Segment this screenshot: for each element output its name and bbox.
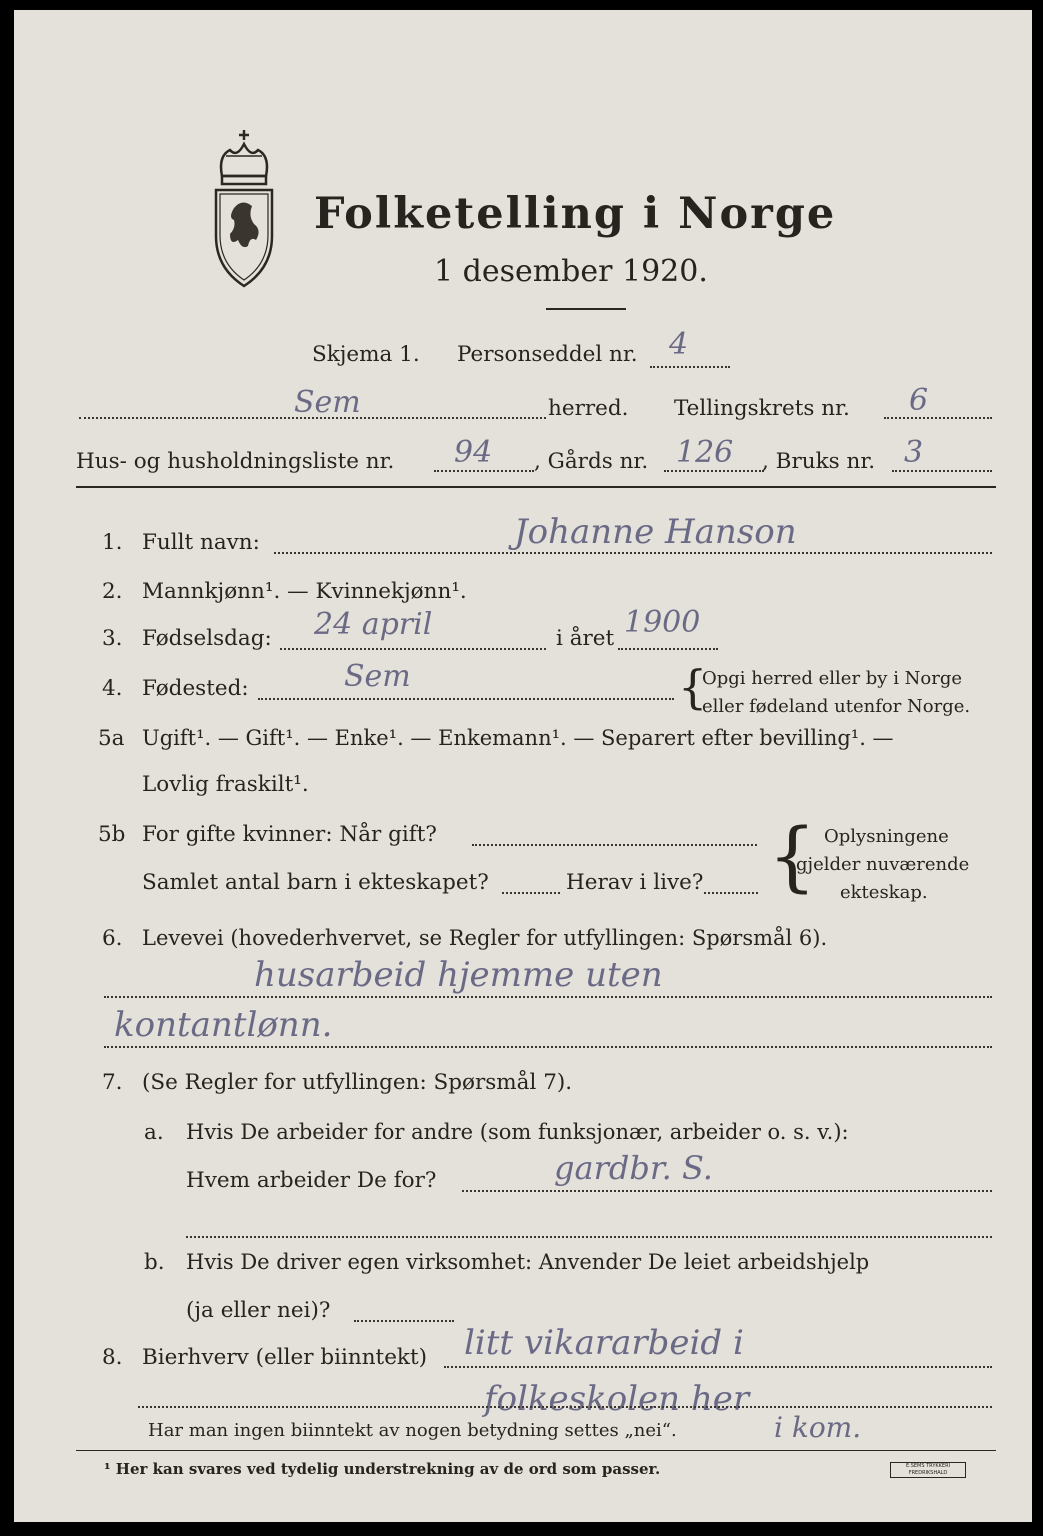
- q4-note-line1: Opgi herred eller by i Norge: [702, 668, 963, 689]
- q4-label: Fødested:: [142, 676, 249, 701]
- q4-note-line2: eller fødeland utenfor Norge.: [702, 696, 971, 717]
- q6-label: Levevei (hovederhvervet, se Regler for utfyllingen: Spørsmål 6).: [142, 926, 828, 950]
- q5a-label: Ugift¹. — Gift¹. — Enke¹. — Enkemann¹. — Separert efter bevilling¹. —: [142, 726, 894, 750]
- title-divider: [546, 308, 626, 310]
- herred-label: herred.: [548, 396, 629, 421]
- q4-brace: {: [678, 660, 708, 714]
- q5b-number: 5b: [98, 822, 126, 847]
- q3-year-value: 1900: [624, 605, 701, 640]
- q2-label: Mannkjønn¹. — Kvinnekjønn¹.: [142, 579, 467, 604]
- q8-label: Bierhverv (eller biinntekt): [142, 1345, 427, 1370]
- q7-number: 7.: [102, 1070, 123, 1095]
- gards-value: 126: [676, 435, 734, 470]
- q7a-label-line2: Hvem arbeider De for?: [186, 1168, 437, 1193]
- q6-value-line2: kontantlønn.: [114, 1005, 333, 1045]
- gards-label: , Gårds nr.: [534, 449, 649, 474]
- q5b-label-children: Samlet antal barn i ekteskapet?: [142, 870, 489, 895]
- q8-value-line1: litt vikararbeid i: [464, 1323, 744, 1363]
- q7b-label: Hvis De driver egen virksomhet: Anvender De leiet arbeidshjelp: [186, 1250, 870, 1274]
- q7a-value: gardbr. S.: [554, 1149, 713, 1187]
- q1-value: Johanne Hanson: [514, 512, 797, 552]
- tellingskrets-label: Tellingskrets nr.: [674, 396, 850, 421]
- q7a-label: Hvis De arbeider for andre (som funksjonær, arbeider o. s. v.):: [186, 1120, 849, 1144]
- q5b-brace: {: [768, 811, 817, 900]
- q8-note: Har man ingen biinntekt av nogen betydning settes „nei“.: [148, 1420, 677, 1441]
- q4-value: Sem: [344, 659, 411, 694]
- census-form: [14, 10, 1032, 1522]
- herred-value: Sem: [294, 385, 361, 420]
- q5b-note-line1: Oplysningene: [824, 826, 949, 847]
- footer-rule: [76, 1450, 996, 1451]
- printer-stamp: E.SEMS TRYKKERI FREDRIKSHALD: [890, 1462, 966, 1478]
- q3-value: 24 april: [314, 607, 433, 642]
- q1-label: Fullt navn:: [142, 530, 260, 555]
- footnote: ¹ Her kan svares ved tydelig understrekning av de ord som passer.: [104, 1460, 661, 1478]
- personseddel-value: 4: [669, 327, 689, 362]
- q2-number: 2.: [102, 579, 123, 604]
- q5b-note-line3: ekteskap.: [840, 882, 928, 903]
- q8-number: 8.: [102, 1345, 123, 1370]
- form-title: Folketelling i Norge: [314, 189, 837, 239]
- personseddel-label: Personseddel nr.: [457, 342, 638, 367]
- q1-number: 1.: [102, 530, 123, 555]
- bruks-value: 3: [904, 435, 924, 470]
- q5a-number: 5a: [98, 726, 125, 751]
- hus-value: 94: [454, 435, 493, 470]
- q6-number: 6.: [102, 926, 123, 951]
- q7-label: (Se Regler for utfyllingen: Spørsmål 7).: [142, 1070, 573, 1095]
- coat-of-arms-icon: [204, 128, 284, 293]
- q3-number: 3.: [102, 626, 123, 651]
- q8-value-line2: folkeskolen her: [484, 1379, 750, 1419]
- hus-label: Hus- og husholdningsliste nr.: [76, 449, 395, 474]
- q3-year-label: i året: [556, 626, 615, 651]
- q7b-number: b.: [144, 1250, 165, 1275]
- bruks-label: , Bruks nr.: [762, 449, 876, 474]
- q5a-label-line2: Lovlig fraskilt¹.: [142, 772, 309, 797]
- tellingskrets-value: 6: [909, 383, 929, 418]
- skjema-label: Skjema 1.: [312, 342, 420, 367]
- q6-value-line1: husarbeid hjemme uten: [254, 955, 663, 995]
- q7a-number: a.: [144, 1120, 164, 1145]
- q5b-label-alive: Herav i live?: [566, 870, 704, 895]
- q3-label: Fødselsdag:: [142, 626, 272, 651]
- q5b-label-when: For gifte kvinner: Når gift?: [142, 822, 437, 847]
- q4-number: 4.: [102, 676, 123, 701]
- q5b-note-line2: gjelder nuværende: [796, 854, 970, 875]
- q8-value-line3: i kom.: [774, 1411, 862, 1444]
- census-date: 1 desember 1920.: [434, 254, 708, 289]
- q7b-label-line2: (ja eller nei)?: [186, 1298, 331, 1323]
- header-rule: [76, 486, 996, 488]
